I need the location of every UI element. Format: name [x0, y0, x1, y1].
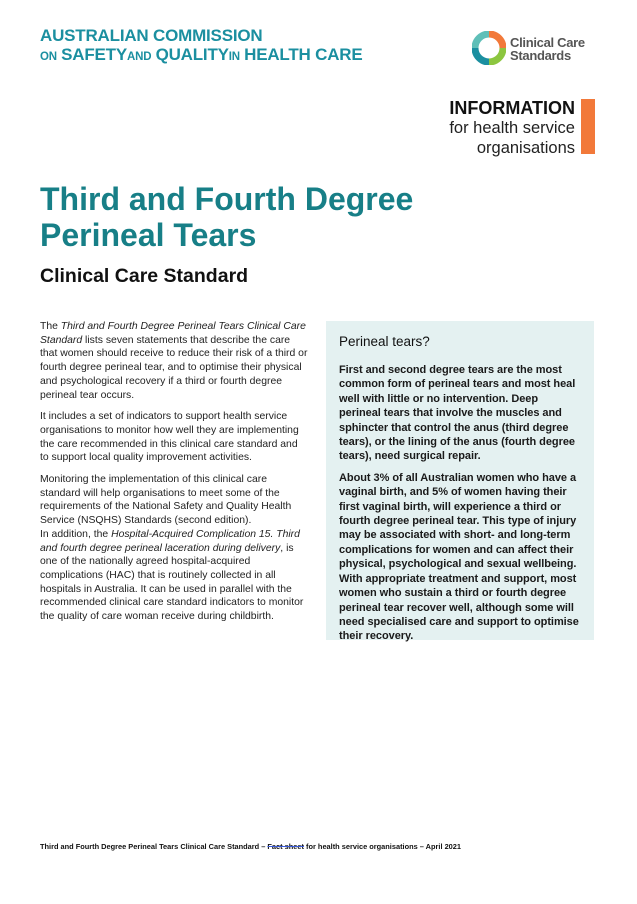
page-footer: Third and Fourth Degree Perineal Tears Clinical Care Standard – Fact sheet for health service organisations – April 2021 — [40, 842, 462, 851]
paragraph-hac: In addition, the Hospital-Acquired Complication 15. Third and fourth degree perineal laceration during delivery, is one of the nationally agreed hospital-acquired complications (HAC) that is routinely collected in all hospitals in Australia. It can be used in parallel with the recommended clinical care standard indicators to monitor the quality of care woman receive during childbirth. — [40, 528, 304, 623]
accent-bar — [581, 99, 595, 154]
page-title: Third and Fourth Degree Perineal Tears — [40, 181, 414, 253]
box-heading: Perineal tears? — [339, 334, 430, 349]
body-text — [40, 320, 308, 632]
box-paragraph-2: About 3% of all Australian women who have a vaginal birth, and 5% of women having their first vaginal birth, will experience a third or fourth degree perineal tear. This type of injury may be associated with short- and long-term complications for women and can affect their physical, psychological and sexual wellbeing. With appropriate treatment and support, most women who sustain a third or fourth degree perineal tear recover well, although some will need specialised care and support to optimise their recovery. — [339, 471, 579, 643]
page-subtitle: Clinical Care Standard — [40, 265, 249, 287]
commission-logo — [40, 26, 363, 67]
info-line2: for health service — [449, 119, 575, 137]
info-line3: organisations — [476, 139, 575, 157]
perineal-tears-info-box — [326, 321, 594, 643]
clinical-care-standards-logo — [472, 31, 622, 67]
logo-text: Clinical Care Standards — [510, 35, 585, 63]
paragraph-intro: The Third and Fourth Degree Perineal Tears Clinical Care Standard lists seven statements that describe the care that women should receive to reduce their risk of a third or fourth degree perineal tear, and to optimise their physical and psychological recovery if a third or fourth degree perineal tear occurs. — [40, 321, 308, 401]
org-name-line2: ON SAFETYAND QUALITYIN HEALTH CARE — [40, 45, 363, 64]
info-heading: INFORMATION — [449, 98, 575, 118]
org-name-line1: AUSTRALIAN COMMISSION — [40, 26, 263, 45]
paragraph-monitoring: Monitoring the implementation of this clinical care standard will help organisations to meet some of the requirements of the National Safety and Quality Health Service (NSQHS) Standards (second edition). — [40, 474, 292, 527]
struck-text: Fact sheet — [267, 842, 304, 851]
audience-label — [449, 98, 575, 158]
box-paragraph-1: First and second degree tears are the most common form of perineal tears and most heal well with little or no intervention. Deep perineal tears that involve the muscles and sphincter that control the anus (third degree tears), or the lining of the anus (fourth degree tears), need surgical repair. — [339, 364, 576, 463]
paragraph-indicators: It includes a set of indicators to support health service organisations to monitor how well they are implementing the care recommended in this clinical care standard and to support local quality improvement activities. — [40, 411, 299, 464]
ring-logo-icon — [472, 31, 506, 65]
